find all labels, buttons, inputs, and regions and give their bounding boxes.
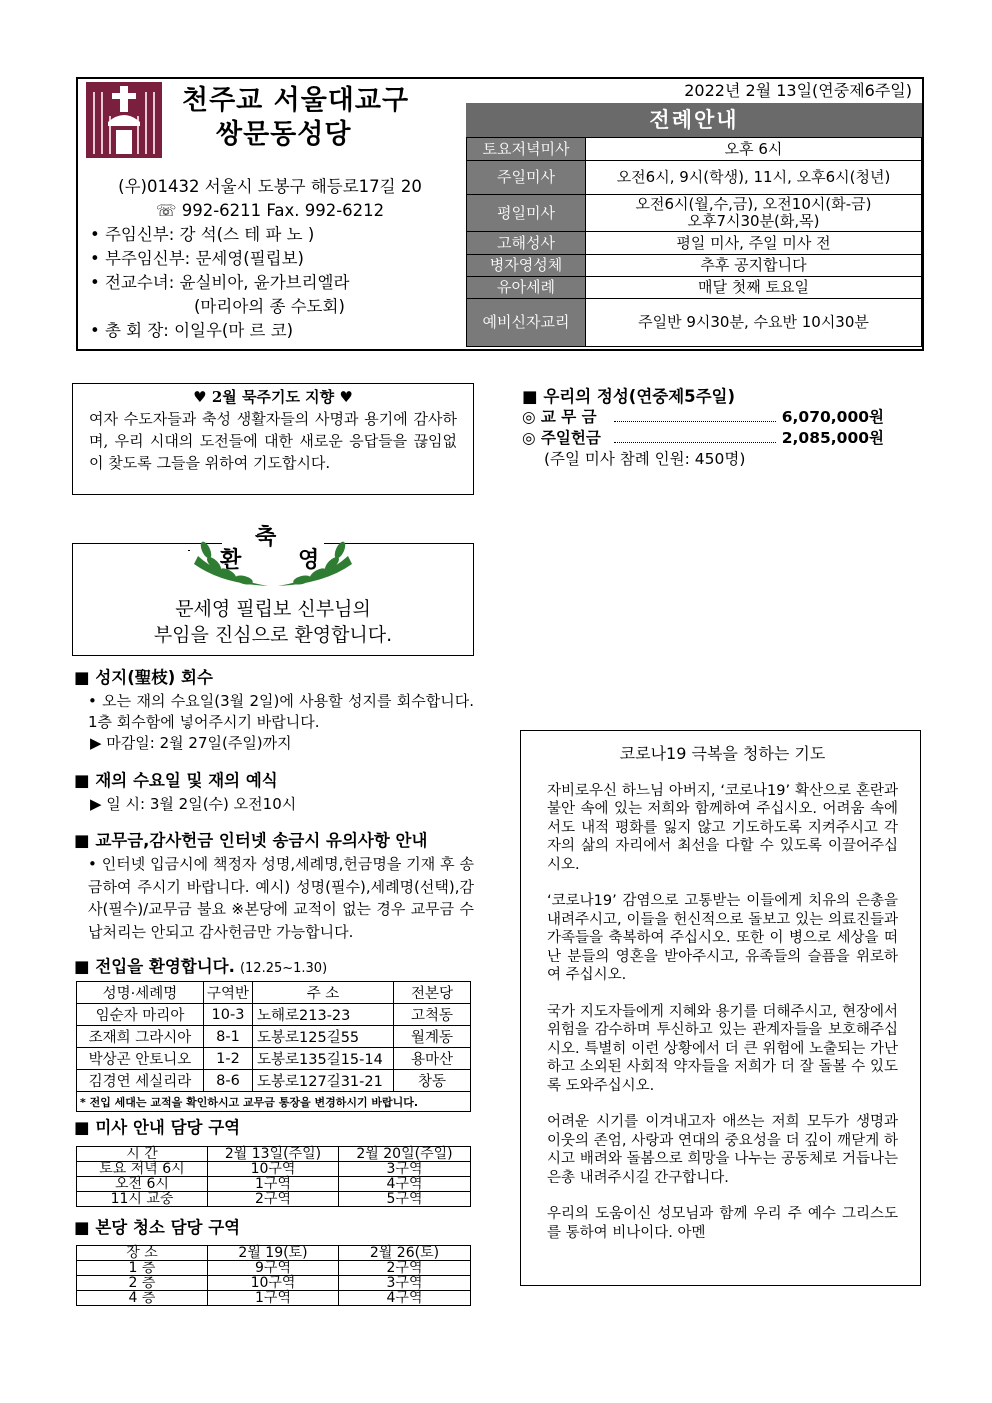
table-cell: 4 층 bbox=[77, 1291, 208, 1306]
offering-note: (주일 미사 참례 인원: 450명) bbox=[544, 450, 746, 468]
welcome-top-line-right bbox=[356, 543, 474, 544]
table-cell: 4구역 bbox=[339, 1291, 471, 1306]
welcome-message bbox=[72, 596, 474, 648]
table-cell: 도봉로127길31-21 bbox=[253, 1070, 394, 1092]
liturgy-label: 평일미사 bbox=[467, 195, 586, 232]
palm-title: ■ 성지(聖枝) 회수 bbox=[74, 668, 213, 687]
liturgy-value: 평일 미사, 주일 미사 전 bbox=[586, 232, 922, 255]
palm-text: • 오는 재의 수요일(3월 2일)에 사용할 성지를 회수합니다. 1층 회수함에 넣어주시기 바랍니다. bbox=[88, 692, 474, 731]
table-cell: 고척동 bbox=[394, 1004, 471, 1026]
cleaning-title: ■ 본당 청소 담당 구역 bbox=[74, 1218, 241, 1237]
parish-name bbox=[182, 84, 409, 152]
offering-section bbox=[522, 386, 884, 470]
table-cell: 10구역 bbox=[208, 1276, 339, 1291]
welcome-char-1: 축 bbox=[255, 525, 277, 550]
ash-section bbox=[74, 767, 474, 815]
table-cell: 8-6 bbox=[204, 1070, 253, 1092]
table-cell: 월계동 bbox=[394, 1026, 471, 1048]
staff-president: • 총 회 장: 이일우(마 르 코) bbox=[90, 321, 294, 340]
staff-pastor: • 주임신부: 강 석(스 테 파 노 ) bbox=[90, 225, 315, 244]
welcome-top-line-left bbox=[72, 543, 190, 544]
offering-value-dues: 6,070,000원 bbox=[781, 408, 884, 426]
col-header: 2월 19(토) bbox=[208, 1246, 339, 1261]
weekday-mass-line2: 오후7시30분(화,목) bbox=[687, 212, 820, 230]
bulletin-date: 2022년 2월 13일(연중제6주일) bbox=[684, 81, 912, 100]
liturgy-label: 예비신자교리 bbox=[467, 299, 586, 347]
newcomers-period: (12.25~1.30) bbox=[239, 961, 328, 976]
table-cell: 1-2 bbox=[204, 1048, 253, 1070]
table-cell: 노해로213-23 bbox=[253, 1004, 394, 1026]
covid-prayer-paragraph: 국가 지도자들에게 지혜와 용기를 더해주시고, 현장에서 위험을 감수하며 투신하고 있는 관계자들을 보호해주십시오. 특별히 이런 상황에서 더 큰 위험에 노출되는 가난하고 소외된 사회적 약자들을 저희가 더 잘 돌볼 수 있도록 도와주십시오. bbox=[547, 1003, 898, 1094]
contact-info bbox=[90, 175, 450, 343]
mass-guide-title: ■ 미사 안내 담당 구역 bbox=[74, 1118, 241, 1137]
liturgy-value: 오후 6시 bbox=[586, 138, 922, 161]
covid-prayer-paragraph: 우리의 도움이신 성모님과 함께 우리 주 예수 그리스도를 통하여 비나이다. 아멘 bbox=[547, 1206, 898, 1241]
liturgy-label: 고해성사 bbox=[467, 232, 586, 255]
offering-value-sunday: 2,085,000원 bbox=[781, 429, 884, 447]
table-cell: 조재희 그라시아 bbox=[77, 1026, 204, 1048]
table-cell: 용마산 bbox=[394, 1048, 471, 1070]
table-cell: 1구역 bbox=[208, 1291, 339, 1306]
church-logo bbox=[86, 82, 162, 158]
table-cell: 10구역 bbox=[208, 1162, 339, 1177]
table-cell: 3구역 bbox=[339, 1162, 471, 1177]
newcomers-table bbox=[76, 981, 471, 1112]
ash-text: ▶ 일 시: 3월 2일(수) 오전10시 bbox=[90, 795, 297, 813]
table-cell: 1 층 bbox=[77, 1261, 208, 1276]
table-cell: 오전 6시 bbox=[77, 1177, 208, 1192]
online-title: ■ 교무금,감사헌금 인터넷 송금시 유의사항 안내 bbox=[74, 831, 428, 850]
newcomers-title: ■ 전입을 환영합니다. bbox=[74, 957, 235, 976]
table-cell: 2 층 bbox=[77, 1276, 208, 1291]
table-cell: 도봉로135길15-14 bbox=[253, 1048, 394, 1070]
cleaning-table bbox=[76, 1245, 471, 1306]
table-cell: 3구역 bbox=[339, 1276, 471, 1291]
covid-prayer-paragraph: ‘코로나19’ 감염으로 고통받는 이들에게 치유의 은총을 내려주시고, 이들을 헌신적으로 돌보고 있는 의료진들과 가족들을 축복하여 주십시오. 또한 이 병으로 세상을 떠난 분들의 영혼을 받아주시고, 유족들의 슬픔을 위로하여 주십시오. bbox=[547, 893, 898, 983]
table-cell: 8-1 bbox=[204, 1026, 253, 1048]
address: (우)01432 서울시 도봉구 해등로17길 20 bbox=[118, 177, 422, 196]
liturgy-value: 추후 공지합니다 bbox=[586, 255, 922, 277]
covid-prayer-title: 코로나19 극복을 청하는 기도 bbox=[619, 744, 826, 763]
mass-guide-table bbox=[76, 1146, 471, 1207]
online-section bbox=[74, 827, 474, 943]
table-cell: 1구역 bbox=[208, 1177, 339, 1192]
liturgy-label: 병자영성체 bbox=[467, 255, 586, 277]
staff-assistant: • 부주임신부: 문세영(필립보) bbox=[90, 249, 304, 268]
phone-fax: ☏ 992-6211 Fax. 992-6212 bbox=[155, 201, 385, 220]
table-cell: 11시 교중 bbox=[77, 1192, 208, 1207]
intention-text: 여자 수도자들과 축성 생활자들의 사명과 용기에 감사하며, 우리 시대의 도전들에 대한 새로운 응답들을 끊임없이 찾도록 그들을 위하여 기도합시다. bbox=[89, 410, 457, 472]
table-cell: 5구역 bbox=[339, 1192, 471, 1207]
table-cell: 4구역 bbox=[339, 1177, 471, 1192]
col-header: 2월 13일(주일) bbox=[208, 1147, 339, 1162]
offering-dots bbox=[614, 428, 776, 443]
table-cell: 김경연 세실리라 bbox=[77, 1070, 204, 1092]
welcome-char-2: 환 bbox=[220, 548, 242, 573]
table-cell: 9구역 bbox=[208, 1261, 339, 1276]
offering-title: ■ 우리의 정성(연중제5주일) bbox=[522, 387, 736, 406]
col-header: 2월 20일(주일) bbox=[339, 1147, 471, 1162]
liturgy-value bbox=[586, 195, 922, 232]
offering-dots bbox=[614, 407, 776, 422]
newcomers-heading bbox=[74, 953, 327, 977]
liturgy-value: 오전6시, 9시(학생), 11시, 오후6시(청년) bbox=[586, 161, 922, 195]
parish-name-line1: 천주교 서울대교구 bbox=[182, 85, 410, 116]
liturgy-label: 유아세례 bbox=[467, 277, 586, 299]
offering-label-dues: ◎ 교 무 금 bbox=[522, 408, 597, 426]
col-header: 장 소 bbox=[77, 1246, 208, 1261]
liturgy-value: 주일반 9시30분, 수요반 10시30분 bbox=[586, 299, 922, 347]
col-header: 2월 26(토) bbox=[339, 1246, 471, 1261]
welcome-line2: 부임을 진심으로 환영합니다. bbox=[153, 624, 393, 646]
newcomers-note: * 전입 세대는 교적을 확인하시고 교무금 통장을 변경하시기 바랍니다. bbox=[77, 1092, 471, 1112]
liturgy-table bbox=[466, 137, 922, 347]
table-cell: 10-3 bbox=[204, 1004, 253, 1026]
rosary-intention-box bbox=[72, 383, 474, 495]
table-cell: 임순자 마리아 bbox=[77, 1004, 204, 1026]
col-header: 주 소 bbox=[253, 982, 394, 1004]
col-header: 구역반 bbox=[204, 982, 253, 1004]
col-header: 성명·세례명 bbox=[77, 982, 204, 1004]
welcome-line1: 문세영 필립보 신부님의 bbox=[175, 598, 371, 620]
palm-section bbox=[74, 664, 474, 754]
liturgy-title: 전례안내 bbox=[466, 103, 922, 137]
online-text: • 인터넷 입금시에 책정자 성명,세례명,헌금명을 기재 후 송금하여 주시기 바랍니다. 예시) 성명(필수),세례명(선택),감사(필수)/교무금 불요 ※본당에 교적이 없는 경우 교무금 수납처리는 안되고 감사헌금만 가능합니다. bbox=[88, 855, 474, 941]
parish-name-line2: 쌍문동성당 bbox=[216, 119, 352, 150]
intention-title: ♥ 2월 묵주기도 지향 ♥ bbox=[193, 388, 353, 406]
staff-sisters-order: (마리아의 종 수도회) bbox=[194, 297, 345, 316]
ash-title: ■ 재의 수요일 및 재의 예식 bbox=[74, 771, 278, 790]
table-cell: 도봉로125길55 bbox=[253, 1026, 394, 1048]
palm-deadline: ▶ 마감일: 2월 27일(주일)까지 bbox=[90, 734, 292, 752]
table-cell: 창동 bbox=[394, 1070, 471, 1092]
table-cell: 2구역 bbox=[208, 1192, 339, 1207]
covid-prayer-box bbox=[520, 730, 921, 1286]
weekday-mass-line1: 오전6시(월,수,금), 오전10시(화-금) bbox=[635, 195, 872, 213]
welcome-char-3: 영 bbox=[298, 548, 320, 573]
offering-label-sunday: ◎ 주일헌금 bbox=[522, 429, 601, 447]
liturgy-label: 주일미사 bbox=[467, 161, 586, 195]
covid-prayer-paragraph: 자비로우신 하느님 아버지, ‘코로나19’ 확산으로 혼란과 불안 속에 있는 저희와 함께하여 주십시오. 어려움 속에서도 내적 평화를 잃지 않고 기도하도록 지켜주시고 각자의 삶의 자리에서 최선을 다할 수 있도록 이끌어주십시오. bbox=[547, 782, 898, 873]
covid-prayer-paragraph: 어려운 시기를 이겨내고자 애쓰는 저희 모두가 생명과 이웃의 존엄, 사랑과 연대의 중요성을 더 깊이 깨닫게 하시고 배려와 돌봄으로 희망을 나누는 공동체로 거듭나는 은총 내려주시길 간구합니다. bbox=[547, 1114, 898, 1186]
table-cell: 박상곤 안토니오 bbox=[77, 1048, 204, 1070]
liturgy-value: 매달 첫째 토요일 bbox=[586, 277, 922, 299]
table-cell: 토요 저녁 6시 bbox=[77, 1162, 208, 1177]
col-header: 전본당 bbox=[394, 982, 471, 1004]
staff-sisters: • 전교수녀: 윤실비아, 윤가브리엘라 bbox=[90, 273, 350, 292]
liturgy-label: 토요저녁미사 bbox=[467, 138, 586, 161]
col-header: 시 간 bbox=[77, 1147, 208, 1162]
table-cell: 2구역 bbox=[339, 1261, 471, 1276]
